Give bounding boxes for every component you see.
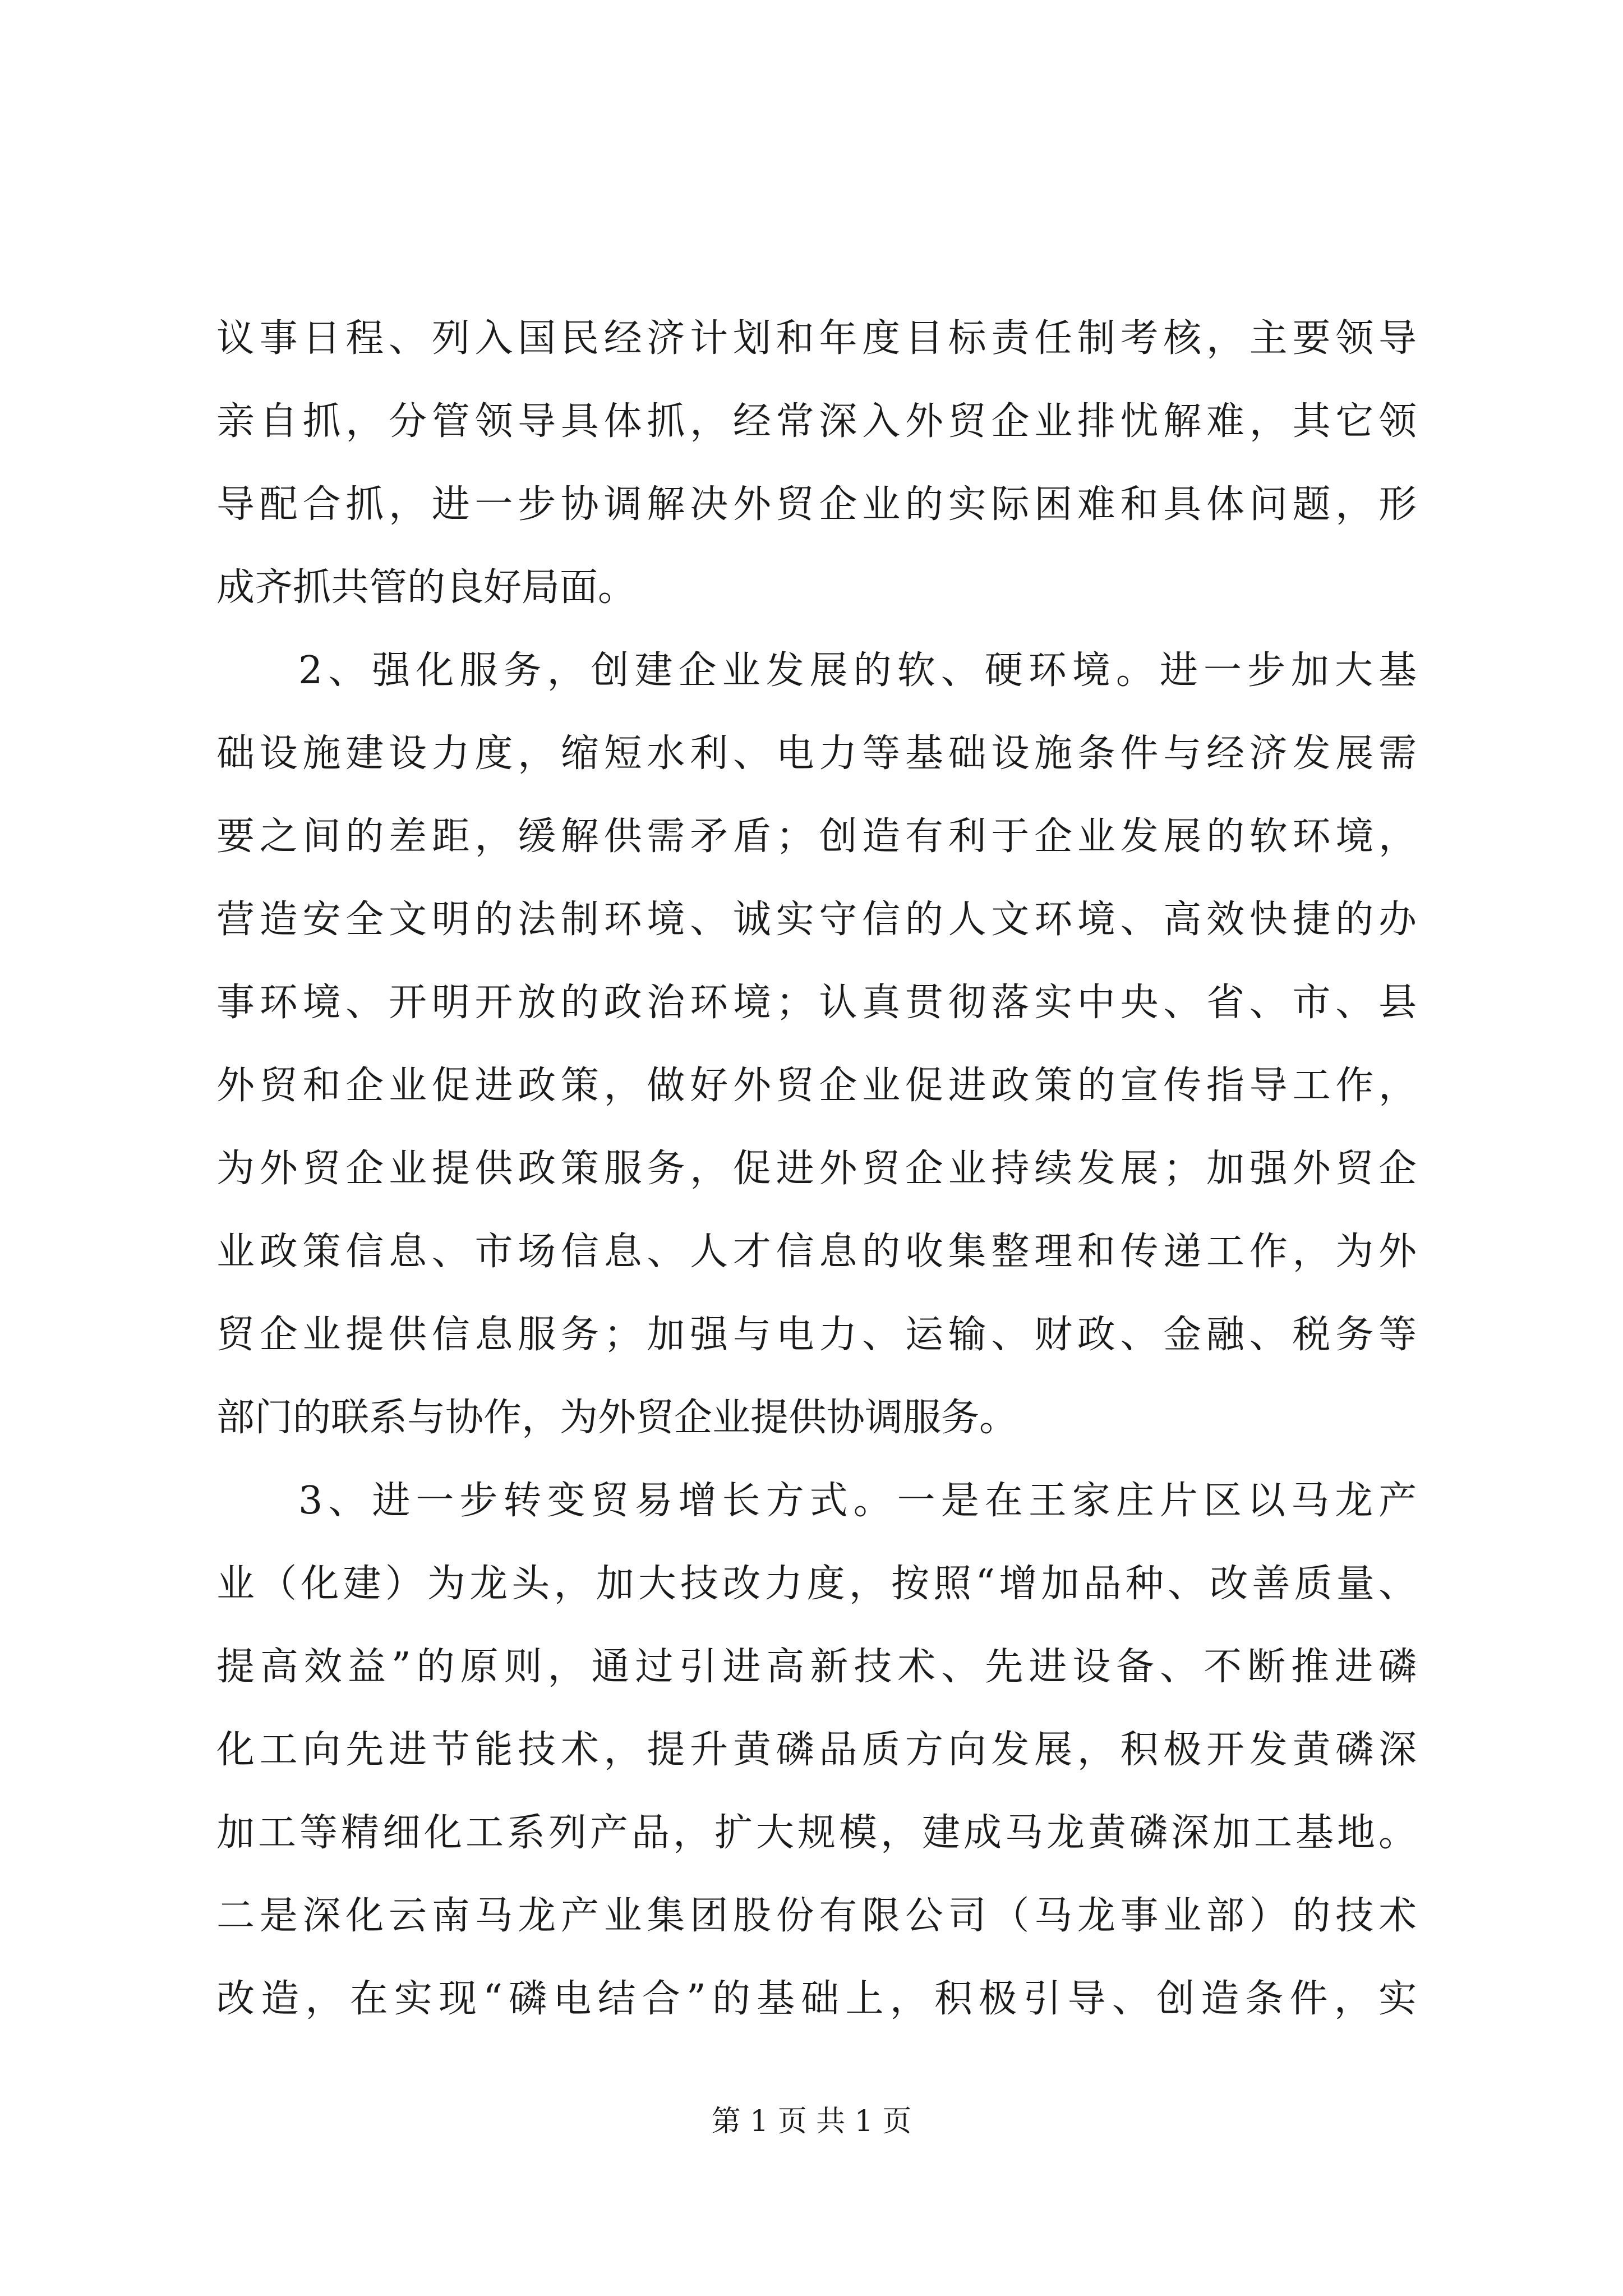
text-line: 部门的联系与协作，为外贸企业提供协调服务。 <box>216 1396 1018 1440</box>
text-line: 提高效益”的原则，通过引进高新技术、先进设备、不断推进磷 <box>216 1645 1417 1689</box>
text-line: 化工向先进节能技术，提升黄磷品质方向发展，积极开发黄磷深 <box>216 1728 1417 1772</box>
text-line: 贸企业提供信息服务；加强与电力、运输、财政、金融、税务等 <box>216 1313 1417 1357</box>
text-line: 要之间的差距，缓解供需矛盾；创造有利于企业发展的软环境， <box>216 815 1417 859</box>
text-line: 业政策信息、市场信息、人才信息的收集整理和传递工作，为外 <box>216 1230 1417 1274</box>
text-line: 础设施建设力度，缩短水利、电力等基础设施条件与经济发展需 <box>216 731 1417 776</box>
text-line: 为外贸企业提供政策服务，促进外贸企业持续发展；加强外贸企 <box>216 1147 1417 1191</box>
text-line: 2、强化服务，创建企业发展的软、硬环境。进一步加大基 <box>298 648 1417 693</box>
text-line: 外贸和企业促进政策，做好外贸企业促进政策的宣传指导工作， <box>216 1064 1417 1108</box>
text-line: 二是深化云南马龙产业集团股份有限公司（马龙事业部）的技术 <box>216 1894 1417 1938</box>
text-line: 亲自抓，分管领导具体抓，经常深入外贸企业排忧解难，其它领 <box>216 399 1417 444</box>
page-footer: 第 1 页 共 1 页 <box>711 2105 912 2138</box>
text-line: 业（化建）为龙头，加大技改力度，按照“增加品种、改善质量、 <box>216 1562 1417 1606</box>
text-line: 议事日程、列入国民经济计划和年度目标责任制考核，主要领导 <box>216 316 1417 361</box>
document-body <box>216 297 1417 2041</box>
text-line: 改造，在实现“磷电结合”的基础上，积极引导、创造条件，实 <box>216 1977 1417 2021</box>
text-line: 加工等精细化工系列产品，扩大规模，建成马龙黄磷深加工基地。 <box>216 1811 1417 1855</box>
text-line: 成齐抓共管的良好局面。 <box>216 565 637 610</box>
text-line: 事环境、开明开放的政治环境；认真贯彻落实中央、省、市、县 <box>216 981 1417 1025</box>
text-line: 导配合抓，进一步协调解决外贸企业的实际困难和具体问题，形 <box>216 482 1417 527</box>
text-line: 3、进一步转变贸易增长方式。一是在王家庄片区以马龙产 <box>298 1479 1417 1523</box>
text-line: 营造安全文明的法制环境、诚实守信的人文环境、高效快捷的办 <box>216 898 1417 942</box>
